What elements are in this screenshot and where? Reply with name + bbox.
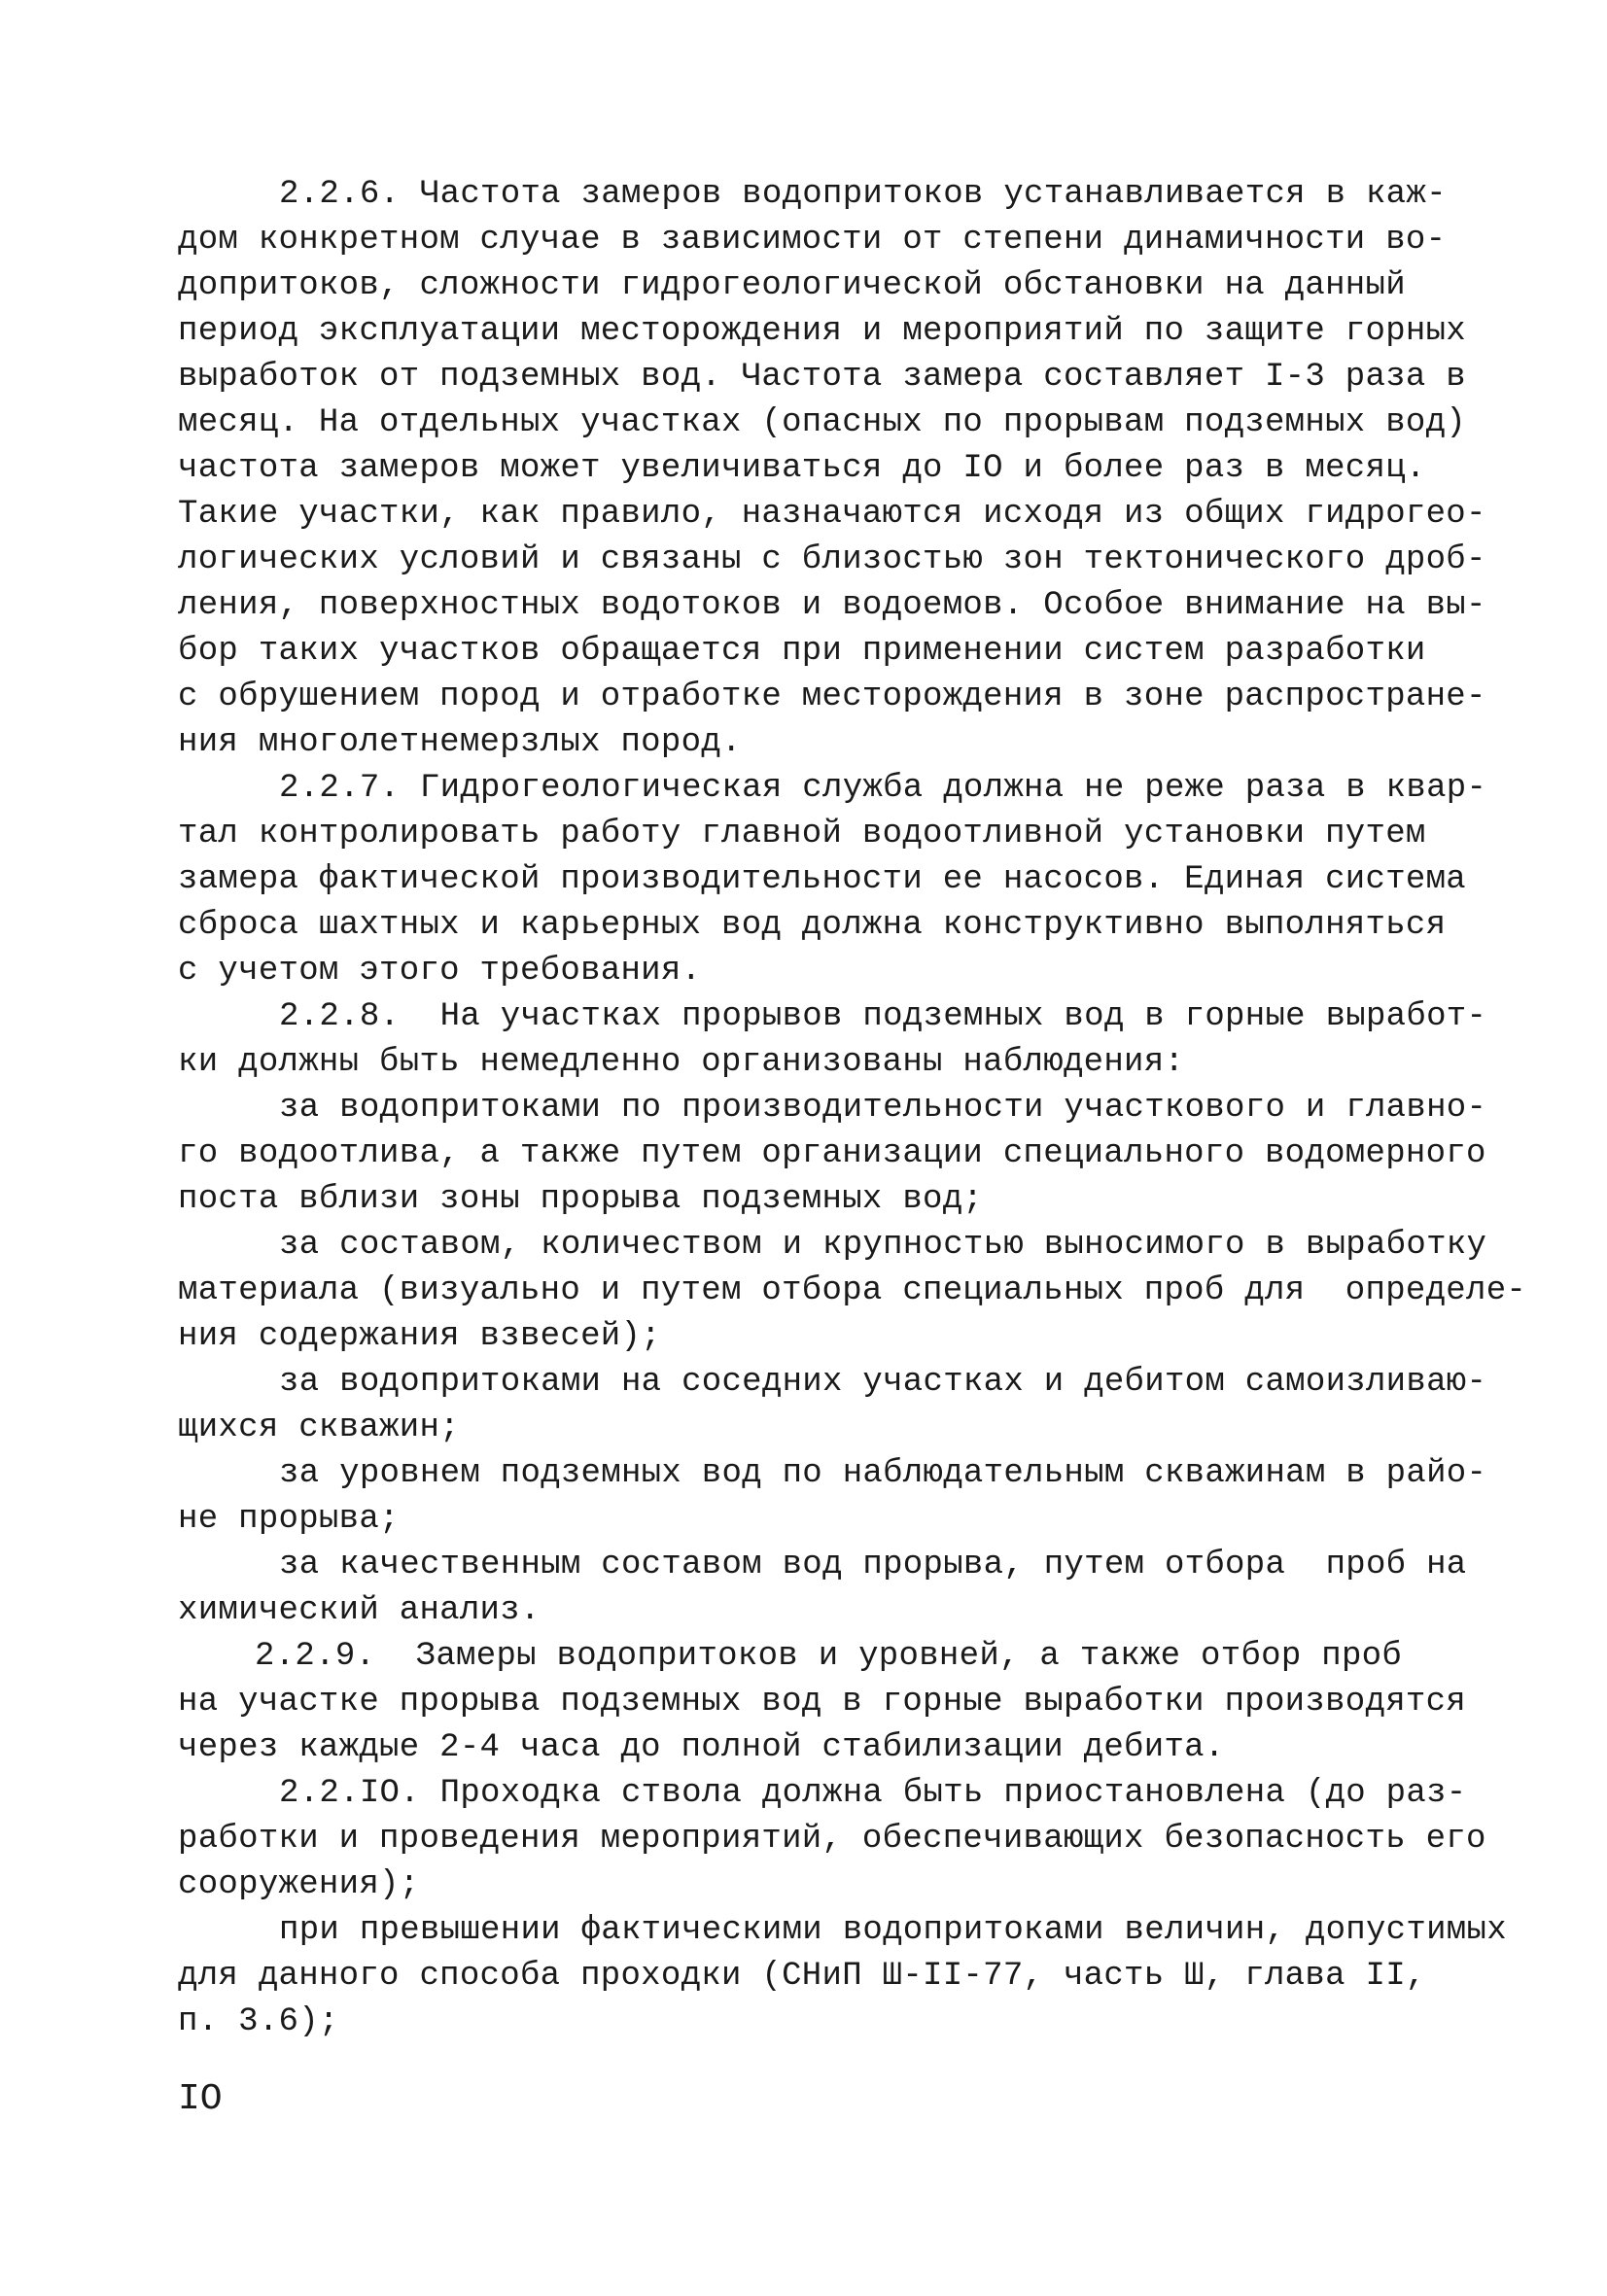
text-line: логических условий и связаны с близостью зон тектонического дроб- — [178, 541, 1486, 578]
text-line: 2.2.9. Замеры водопритоков и уровней, а также отбор проб — [255, 1638, 1403, 1675]
text-line: ления, поверхностных водотоков и водоемов. Особое внимание на вы- — [178, 587, 1486, 624]
text-line: допритоков, сложности гидрогеологической обстановки на данный — [178, 267, 1406, 304]
text-line: ния содержания взвесей); — [178, 1318, 661, 1355]
text-line: за водопритоками на соседних участках и дебитом самоизливаю- — [279, 1364, 1487, 1401]
text-line: Такие участки, как правило, назначаются исходя из общих гидрогео- — [178, 496, 1486, 533]
text-line: го водоотлива, а также путем организации специального водомерного — [178, 1135, 1486, 1172]
text-line: для данного способа проходки (СНиП Ш-II-77, часть Ш, глава II, — [178, 1958, 1426, 1995]
text-line: работки и проведения мероприятий, обеспечивающих безопасность его — [178, 1821, 1486, 1858]
text-line: 2.2.6. Частота замеров водопритоков устанавливается в каж- — [279, 176, 1447, 213]
text-line: при превышении фактическими водопритоками величин, допустимых — [279, 1912, 1507, 1949]
text-line: выработок от подземных вод. Частота замера составляет I-3 раза в — [178, 359, 1467, 396]
text-line: материала (визуально и путем отбора специальных проб для определе- — [178, 1272, 1527, 1309]
text-line: тал контролировать работу главной водоотливной установки путем — [178, 816, 1426, 852]
page-number: IO — [178, 2078, 223, 2120]
text-line: химический анализ. — [178, 1592, 541, 1629]
text-line: с обрушением пород и отработке месторождения в зоне распростране- — [178, 678, 1486, 715]
text-line: за качественным составом вод прорыва, путем отбора проб на — [279, 1547, 1467, 1583]
text-line: за водопритоками по производительности участкового и главно- — [279, 1090, 1487, 1127]
text-line: частота замеров может увеличиваться до IO и более раз в месяц. — [178, 450, 1426, 487]
text-line: на участке прорыва подземных вод в горные выработки производятся — [178, 1684, 1467, 1721]
text-line: поста вблизи зоны прорыва подземных вод; — [178, 1181, 984, 1218]
text-line: не прорыва; — [178, 1501, 400, 1538]
text-line: месяц. На отдельных участках (опасных по прорывам подземных вод) — [178, 404, 1467, 441]
text-line: 2.2.IO. Проходка ствола должна быть приостановлена (до раз- — [279, 1775, 1467, 1812]
text-line: сброса шахтных и карьерных вод должна конструктивно выполняться — [178, 907, 1447, 944]
text-line: сооружения); — [178, 1866, 420, 1903]
text-line: с учетом этого требования. — [178, 953, 702, 990]
text-line: за составом, количеством и крупностью выносимого в выработку — [279, 1227, 1487, 1264]
text-line: ки должны быть немедленно организованы наблюдения: — [178, 1044, 1185, 1081]
text-line: через каждые 2-4 часа до полной стабилизации дебита. — [178, 1729, 1225, 1766]
text-line: замера фактической производительности ее насосов. Единая система — [178, 861, 1467, 898]
text-line: 2.2.8. На участках прорывов подземных вод в горные выработ- — [279, 998, 1487, 1035]
text-line: бор таких участков обращается при применении систем разработки — [178, 633, 1426, 670]
text-line: за уровнем подземных вод по наблюдательным скважинам в райо- — [279, 1455, 1487, 1492]
text-line: период эксплуатации месторождения и мероприятий по защите горных — [178, 313, 1467, 350]
text-line: щихся скважин; — [178, 1409, 460, 1446]
text-line: п. 3.6); — [178, 2003, 339, 2040]
text-line: ния многолетнемерзлых пород. — [178, 724, 742, 761]
text-line: 2.2.7. Гидрогеологическая служба должна не реже раза в квар- — [279, 770, 1487, 807]
text-line: дом конкретном случае в зависимости от степени динамичности во- — [178, 222, 1447, 259]
